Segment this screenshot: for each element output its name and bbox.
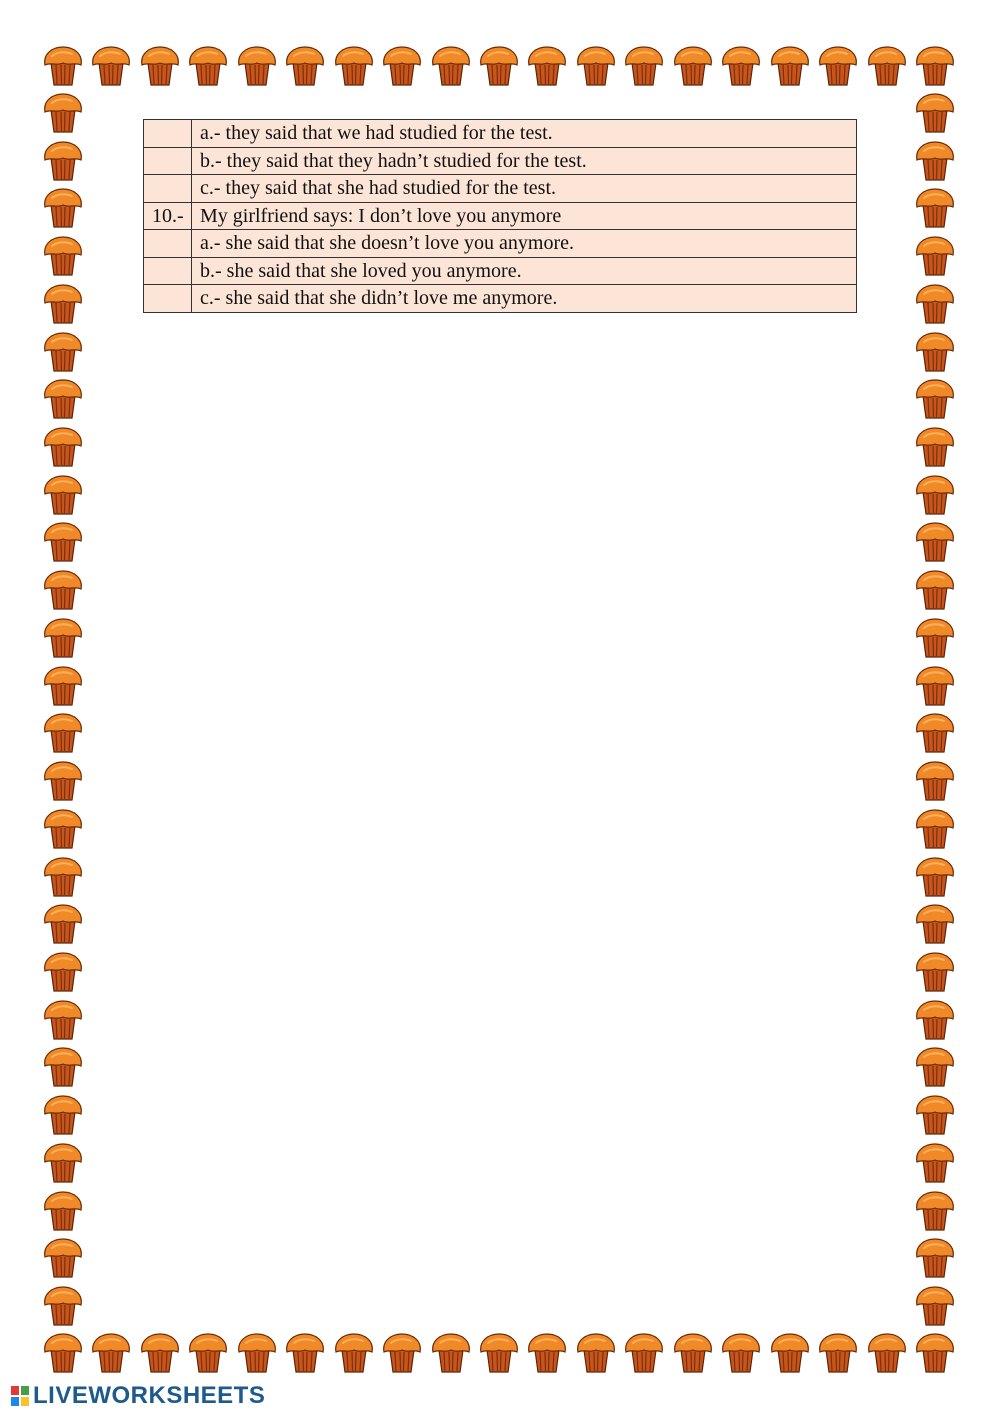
muffin-icon [89, 1330, 133, 1374]
table-row [144, 120, 857, 148]
muffin-icon [41, 758, 85, 802]
table-row [144, 285, 857, 313]
muffin-icon [41, 663, 85, 707]
table-row [144, 147, 857, 175]
muffin-icon [41, 1188, 85, 1232]
muffin-icon [913, 281, 957, 325]
muffin-icon [429, 43, 473, 87]
liveworksheets-logo[interactable] [10, 1383, 265, 1409]
muffin-icon [477, 43, 521, 87]
muffin-icon [913, 43, 957, 87]
brand-name: LIVEWORKSHEETS [33, 1382, 266, 1409]
muffin-icon [913, 1140, 957, 1184]
muffin-icon [913, 424, 957, 468]
muffin-icon [913, 185, 957, 229]
muffin-icon [138, 43, 182, 87]
muffin-icon [41, 1283, 85, 1327]
muffin-icon [41, 854, 85, 898]
muffin-icon [41, 1235, 85, 1279]
muffin-icon [816, 43, 860, 87]
logo-blocks-icon [10, 1385, 30, 1407]
muffin-icon [913, 1044, 957, 1088]
muffin-icon [41, 376, 85, 420]
muffin-icon [41, 329, 85, 373]
muffin-icon [913, 1188, 957, 1232]
muffin-icon [41, 949, 85, 993]
muffin-icon [913, 1235, 957, 1279]
muffin-icon [816, 1330, 860, 1374]
muffin-icon [622, 1330, 666, 1374]
muffin-icon [913, 949, 957, 993]
muffin-icon [913, 710, 957, 754]
muffin-icon [913, 519, 957, 563]
muffin-icon [865, 43, 909, 87]
muffin-icon [41, 472, 85, 516]
table-row [144, 202, 857, 230]
answer-option: a.- they said that we had studied for the test. [192, 120, 857, 148]
muffin-icon [913, 90, 957, 134]
muffin-icon [768, 1330, 812, 1374]
muffin-icon [671, 1330, 715, 1374]
muffin-icon [41, 901, 85, 945]
muffin-icon [913, 1092, 957, 1136]
muffin-icon [719, 1330, 763, 1374]
muffin-icon [41, 424, 85, 468]
muffin-icon [41, 1044, 85, 1088]
muffin-icon [41, 615, 85, 659]
muffin-icon [332, 43, 376, 87]
exercise-table [143, 119, 857, 313]
muffin-icon [574, 43, 618, 87]
table-row [144, 230, 857, 258]
muffin-icon [283, 43, 327, 87]
muffin-icon [380, 43, 424, 87]
muffin-icon [41, 1092, 85, 1136]
muffin-icon [41, 185, 85, 229]
muffin-icon [865, 1330, 909, 1374]
muffin-icon [41, 138, 85, 182]
muffin-icon [913, 376, 957, 420]
muffin-icon [41, 233, 85, 277]
muffin-icon [477, 1330, 521, 1374]
muffin-icon [622, 43, 666, 87]
muffin-icon [913, 663, 957, 707]
muffin-icon [41, 567, 85, 611]
muffin-icon [41, 90, 85, 134]
question-number [144, 120, 192, 148]
muffin-icon [41, 1140, 85, 1184]
muffin-icon [913, 1330, 957, 1374]
question-prompt: My girlfriend says: I don’t love you anymore [192, 202, 857, 230]
table-row [144, 257, 857, 285]
answer-option: b.- she said that she loved you anymore. [192, 257, 857, 285]
muffin-icon [380, 1330, 424, 1374]
muffin-icon [913, 1283, 957, 1327]
muffin-icon [138, 1330, 182, 1374]
muffin-icon [525, 43, 569, 87]
muffin-icon [41, 997, 85, 1041]
muffin-icon [574, 1330, 618, 1374]
muffin-icon [186, 43, 230, 87]
answer-option: b.- they said that they hadn’t studied for the test. [192, 147, 857, 175]
muffin-icon [41, 806, 85, 850]
question-number [144, 257, 192, 285]
muffin-icon [671, 43, 715, 87]
muffin-icon [525, 1330, 569, 1374]
muffin-icon [41, 710, 85, 754]
question-number [144, 230, 192, 258]
muffin-icon [913, 806, 957, 850]
muffin-icon [41, 1330, 85, 1374]
muffin-icon [913, 567, 957, 611]
muffin-icon [913, 138, 957, 182]
muffin-icon [913, 329, 957, 373]
muffin-icon [913, 472, 957, 516]
muffin-icon [768, 43, 812, 87]
muffin-icon [913, 615, 957, 659]
muffin-icon [913, 758, 957, 802]
muffin-icon [913, 901, 957, 945]
muffin-icon [89, 43, 133, 87]
muffin-icon [41, 519, 85, 563]
table-row [144, 175, 857, 203]
answer-option: a.- she said that she doesn’t love you anymore. [192, 230, 857, 258]
muffin-icon [913, 233, 957, 277]
muffin-icon [913, 997, 957, 1041]
muffin-icon [41, 281, 85, 325]
muffin-icon [235, 43, 279, 87]
muffin-icon [429, 1330, 473, 1374]
question-number [144, 285, 192, 313]
question-number [144, 175, 192, 203]
answer-option: c.- she said that she didn’t love me anymore. [192, 285, 857, 313]
muffin-icon [186, 1330, 230, 1374]
muffin-icon [235, 1330, 279, 1374]
muffin-icon [913, 854, 957, 898]
question-number: 10.- [144, 202, 192, 230]
answer-option: c.- they said that she had studied for the test. [192, 175, 857, 203]
question-number [144, 147, 192, 175]
muffin-icon [332, 1330, 376, 1374]
muffin-icon [41, 43, 85, 87]
muffin-icon [283, 1330, 327, 1374]
muffin-icon [719, 43, 763, 87]
